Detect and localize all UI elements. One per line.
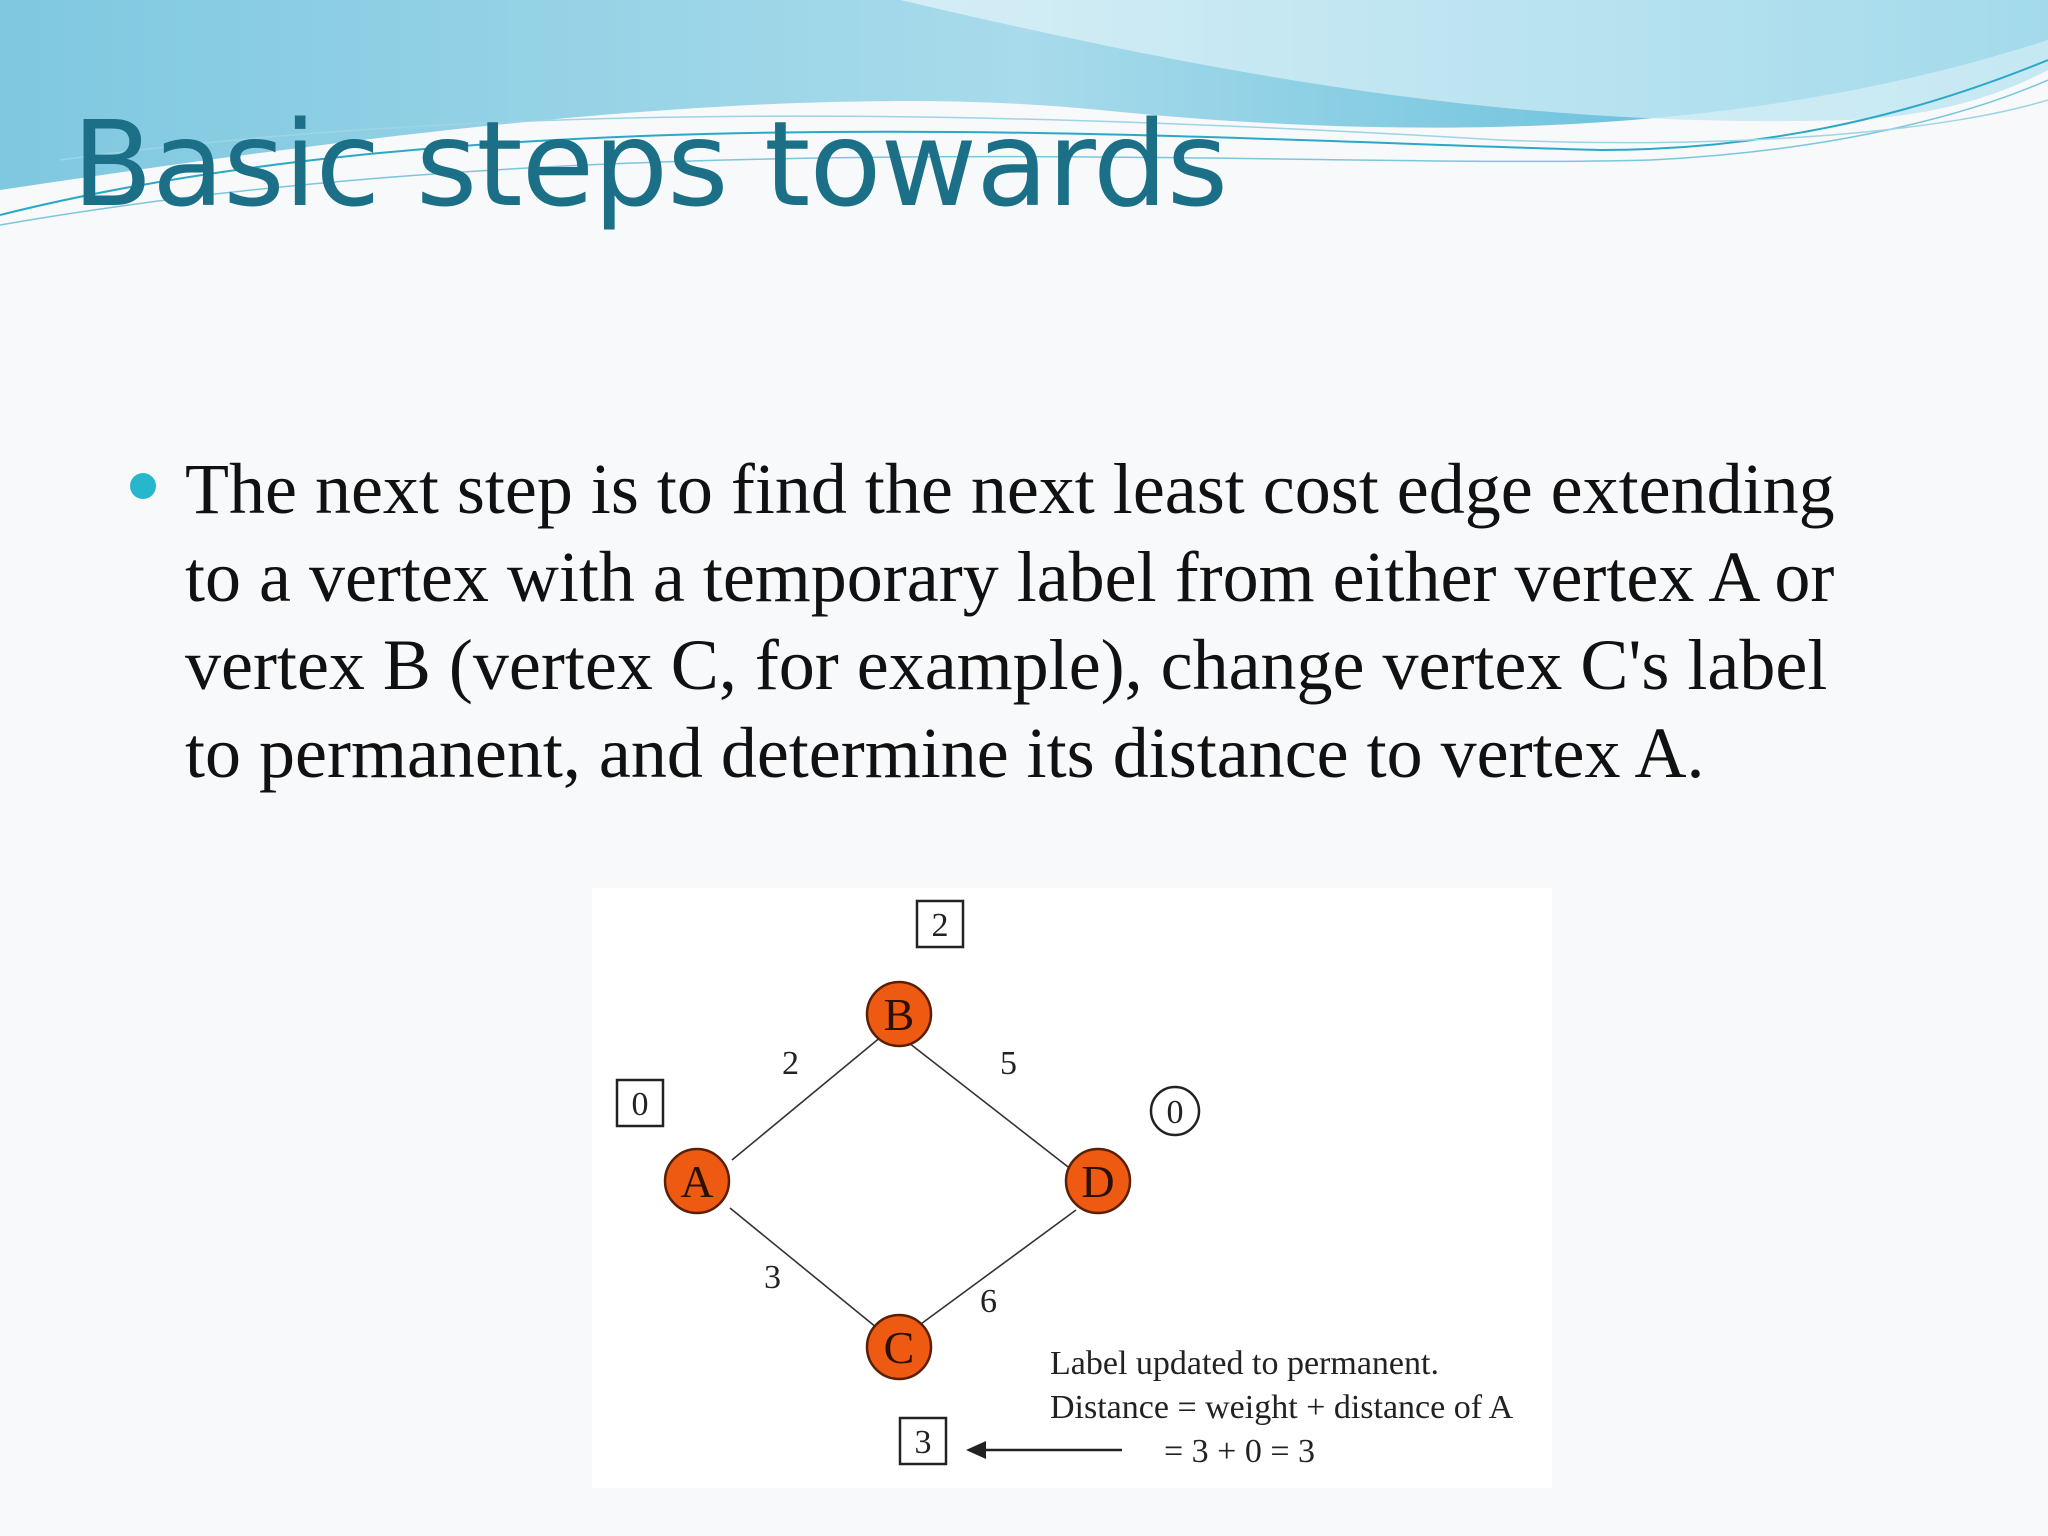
weight-a-b: 2 [782,1045,799,1082]
label-c-value: 3 [914,1424,932,1461]
bullet-text: The next step is to find the next least cost edge extending to a vertex with a temporary label from either vertex A or vertex B (vertex C, for example), change vertex C's label to permanent, and determine its distance to vertex A. [185,449,1835,793]
label-d-value: 0 [1166,1094,1184,1131]
edge-a-c [730,1208,882,1332]
label-a-value: 0 [631,1086,649,1123]
graph-diagram [592,888,1552,1488]
edge-a-b [732,1036,882,1160]
label-b-value: 2 [931,907,949,944]
weight-b-d: 5 [1000,1045,1017,1082]
note-line-1: Label updated to permanent. [1050,1345,1439,1382]
node-d [1066,1149,1130,1213]
node-b-label: B [883,989,915,1040]
note-line-3: = 3 + 0 = 3 [1164,1433,1316,1470]
label-box-a [617,1080,663,1126]
node-c-label: C [883,1322,915,1373]
node-c [867,1315,931,1379]
bullet-list [130,445,1910,797]
bullet-dot-icon [130,473,156,499]
node-a-label: A [680,1156,714,1207]
bullet-item [130,445,1910,797]
weight-a-c: 3 [764,1259,781,1296]
node-a [665,1149,729,1213]
slide-title: Basic steps towards [72,95,1228,233]
arrow-left-icon [966,1441,1122,1459]
weight-c-d: 6 [980,1283,997,1320]
graph-figure [592,888,1552,1488]
node-b [867,982,931,1046]
node-d-label: D [1081,1156,1115,1207]
label-box-b [917,901,963,947]
note-line-2: Distance = weight + distance of A [1050,1389,1514,1426]
edge-b-d [900,1036,1072,1170]
label-circle-d [1151,1087,1199,1135]
label-box-c [900,1418,946,1464]
